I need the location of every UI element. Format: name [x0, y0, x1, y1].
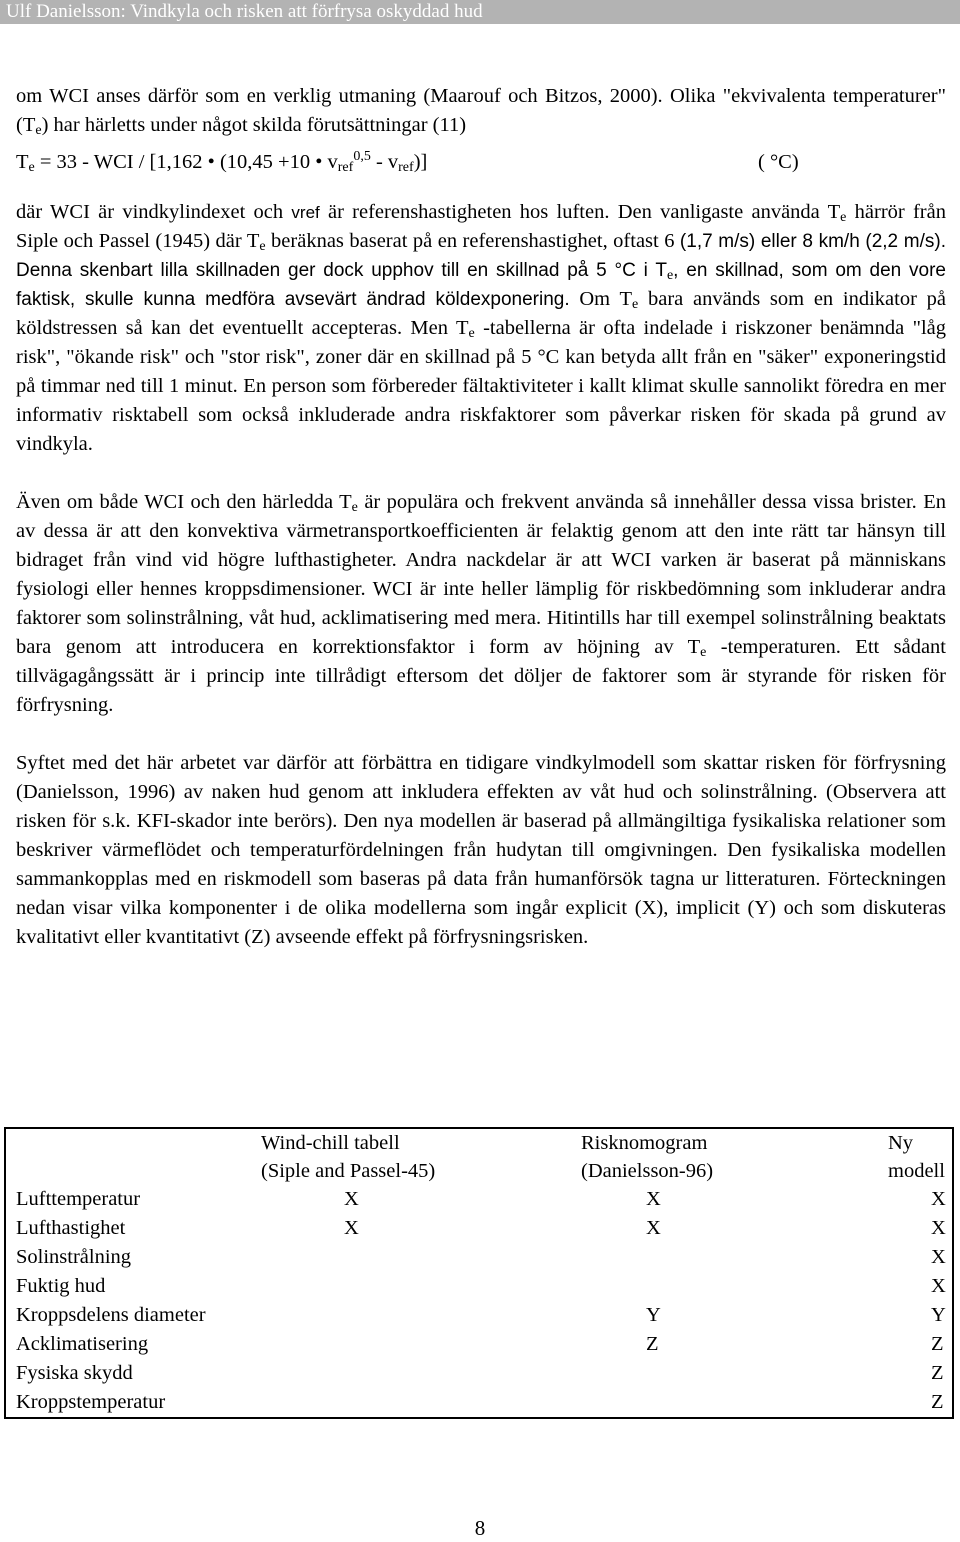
row-label: Fuktig hud [16, 1275, 106, 1297]
table-row [5, 1272, 953, 1301]
cell-risknomogram: Z [646, 1333, 659, 1355]
table-row [5, 1185, 953, 1214]
paragraph-intro: om WCI anses därför som en verklig utmaning (Maarouf och Bitzos, 2000). Olika "ekvivalenta temperaturer" $(T_e)$ har härletts under något skilda förutsättningar (11) [16, 85, 946, 138]
cell-ny-modell: Z [931, 1362, 944, 1384]
paragraph-wci-description: där WCI är vindkylindexet och vref är referenshastigheten hos luften. Den vanligaste använda $T_e$ härrör från Siple och Passel (1945) där $T_e$ beräknas baserat på en referenshastighet, oftast 6 (1,7 m/s) eller 8 km/h (2,2 m/s). Denna skenbart lilla skillnaden ger dock upphov till en skillnad på 5 °C i $T_e$, en skillnad, som om den vore faktisk, skulle kunna medföra avsevärt ändrad köldexponering. Om $T_e$ bara används som en indikator på köldstressen så kan det eventuellt accepteras. Men $T_e$ -tabellerna är ofta indelade i riskzoner benämnda "låg risk", "ökande risk" och "stor risk", zoner där en skillnad på 5 °C kan betyda allt från en "säker" exponeringstid på timmar ned till 1 minut. En person som förbereder fältaktiviteter i kallt klimat skulle sannolikt föredra en mer informativ risktabell som också inkluderade andra riskfaktorer som påverkar risken för skada på grund av vindkyla. [16, 201, 947, 455]
header-risknomogram: Risknomogram (Danielsson-96) [581, 1132, 714, 1182]
cell-ny-modell: X [931, 1246, 946, 1268]
cell-ny-modell: X [931, 1188, 946, 1210]
table-body [5, 1185, 953, 1418]
page-body [16, 82, 946, 952]
table-row [5, 1330, 953, 1359]
paragraph-shortcomings: Även om både WCI och den härledda $T_e$ är populära och frekvent använda så innehåller dessa vissa brister. En av dessa är att den konvektiva värmetransportkoefficienten är felaktig genom att den inte rätt tar hänsyn till bidraget från vind vid högre lufthastigheter. Andra nackdelar är att WCI varken är baserat på människans fysiologi eller hennes kroppsdimensioner. WCI är inte heller lämplig för riskbedömning som inkluderar andra faktorer som solinstrålning, våt hud, acklimatisering med mera. Hitintills har till exempel solinstrålning beaktats bara genom att introducera en korrektionsfaktor i form av höjning av $T_e$ -temperaturen. Ett sådant tillvägagångssätt är i princip inte tillrådigt eftersom det döljer de faktorer som är styrande för risken för förfrysning. [16, 491, 947, 716]
cell-wind-chill [221, 1388, 551, 1418]
cell-ny-modell: X [931, 1217, 946, 1239]
table-row [5, 1214, 953, 1243]
cell-ny-modell: Z [931, 1391, 944, 1413]
cell-wind-chill [221, 1243, 551, 1272]
vref-symbol: vref [291, 203, 320, 222]
header-ny-modell: Ny modell [888, 1132, 945, 1182]
page-number: 8 [474, 1516, 486, 1540]
row-label: Lufttemperatur [16, 1188, 141, 1210]
cell-wind-chill [221, 1359, 551, 1388]
cell-wind-chill [221, 1330, 551, 1359]
row-label: Lufthastighet [16, 1217, 126, 1239]
row-label: Kroppstemperatur [16, 1391, 166, 1413]
cell-risknomogram [551, 1359, 826, 1388]
table-row [5, 1243, 953, 1272]
cell-ny-modell: X [931, 1275, 946, 1297]
model-comparison-table [4, 1127, 954, 1419]
cell-wind-chill [221, 1272, 551, 1301]
equation-unit: ( °C) [758, 151, 799, 173]
cell-risknomogram [551, 1388, 826, 1418]
cell-ny-modell: Z [931, 1333, 944, 1355]
row-label: Acklimatisering [16, 1333, 149, 1355]
cell-risknomogram: Y [646, 1304, 661, 1326]
row-label: Fysiska skydd [16, 1362, 133, 1384]
cell-ny-modell: Y [931, 1304, 946, 1326]
cell-risknomogram [551, 1243, 826, 1272]
cell-wind-chill: X [344, 1217, 359, 1239]
cell-wind-chill: X [344, 1188, 359, 1210]
cell-risknomogram: X [646, 1217, 661, 1239]
cell-wind-chill [221, 1301, 551, 1330]
table-row [5, 1359, 953, 1388]
row-label: Solinstrålning [16, 1246, 132, 1268]
equation-te [16, 140, 946, 198]
paragraph-purpose: Syftet med det här arbetet var därför att förbättra en tidigare vindkylmodell som skattar risken för förfrysning (Danielsson, 1996) av naken hud genom att inkludera effekten av våt hud och solinstrålning. (Observera att risken för s.k. KFI-skador inte berörs). Den nya modellen är baserad på allmängiltiga fysikaliska relationer som beskriver värmeflödet och temperaturfördelningen från hudytan till omgivningen. Den fysikaliska modellen sammankopplas med en riskmodell som baseras på data från humanförsök tagna ur litteraturen. Förteckningen nedan visar vilka komponenter i de olika modellerna som ingår explicit (X), implicit (Y) och som diskuteras kvalitativt eller kvantitativt (Z) avseende effekt på förfrysningsrisken. [16, 752, 946, 948]
equation-expression: $T_e = 33$ - WCI / [1,162 • (10,45 +10 • $v_{ref}^{0,5} - v_{ref}$)] [16, 149, 428, 175]
table-row [5, 1388, 953, 1418]
cell-risknomogram: X [646, 1188, 661, 1210]
cell-risknomogram [551, 1272, 826, 1301]
row-label: Kroppsdelens diameter [16, 1304, 206, 1326]
table-row [5, 1301, 953, 1330]
document-header [0, 0, 960, 24]
table-header-row [5, 1128, 953, 1185]
header-wind-chill: Wind-chill tabell (Siple and Passel-45) [261, 1132, 436, 1182]
header-title: Ulf Danielsson: Vindkyla och risken att förfrysa oskyddad hud [6, 1, 483, 22]
